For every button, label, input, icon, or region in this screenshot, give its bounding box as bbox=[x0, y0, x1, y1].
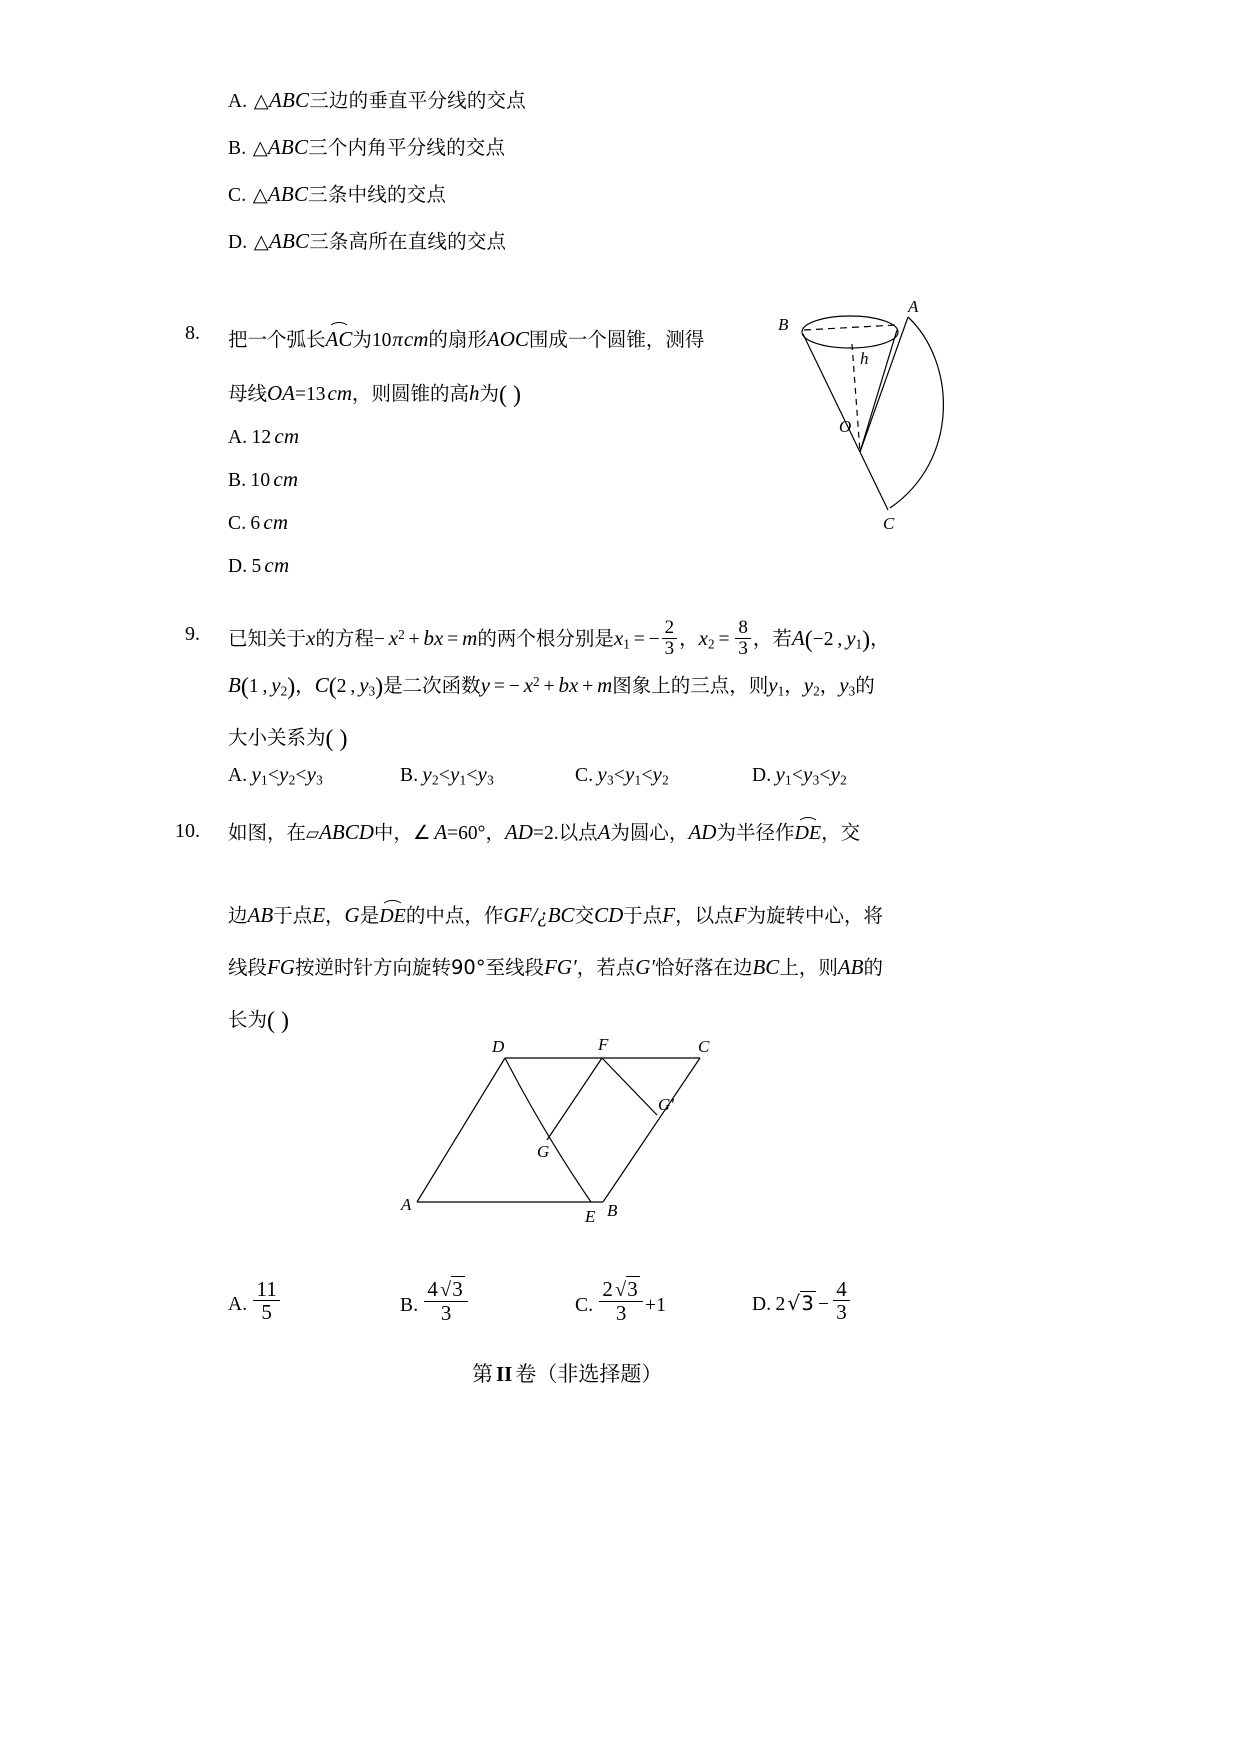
q9-option-b-expr: $y_2<y_1<y_3$ bbox=[422, 762, 494, 788]
q8-eq: = bbox=[295, 384, 307, 405]
q9-answer-paren: ( ) bbox=[325, 725, 348, 752]
q8-label-O: O bbox=[839, 417, 852, 436]
q10-option-c-plus: +1 bbox=[645, 1295, 667, 1317]
q7-option-a-label: A. bbox=[228, 91, 248, 112]
q10-FG-prime: FG′ bbox=[544, 955, 577, 979]
q9-l3-text: 大小关系为 bbox=[228, 726, 326, 749]
q9-option-a[interactable] bbox=[228, 762, 323, 788]
q8-number: 8. bbox=[185, 322, 200, 344]
q8-option-c-unit: cm bbox=[263, 510, 289, 534]
q9-var-x: x bbox=[306, 626, 316, 651]
q10-option-d-num: 4 bbox=[836, 1277, 847, 1301]
sqrt-icon: √3 bbox=[440, 1277, 463, 1301]
q9-f2-den: 3 bbox=[735, 638, 751, 659]
q10-BC: BC bbox=[547, 903, 575, 927]
q9-y3: $y_3$ bbox=[839, 673, 856, 699]
q10-number: 10. bbox=[175, 820, 200, 842]
q10-option-d-coef: 2 bbox=[775, 1294, 786, 1316]
q8-answer-paren: ( ) bbox=[499, 381, 522, 408]
q10-point-G-prime: G′ bbox=[635, 955, 655, 979]
section-2-paren: （非选择题） bbox=[536, 1362, 663, 1386]
q10-l3-e: 上，则 bbox=[779, 956, 838, 979]
q9-option-a-expr: $y_1<y_2<y_3$ bbox=[251, 762, 323, 788]
q8-option-b-label: B. bbox=[228, 470, 247, 491]
q10-label-F: F bbox=[598, 1035, 609, 1054]
q10-line-3 bbox=[228, 952, 883, 980]
q9-line-2: B(1 , $y_2$)，C(2 , $y_3$)是二次函数y = − $x^2$ + bx + m图象上的三点，则$y_1$，$y_2$，$y_3$的 bbox=[228, 673, 875, 700]
q7-option-b-italic: ABC bbox=[267, 135, 309, 159]
q8-arc-value: 10 bbox=[371, 330, 392, 351]
q10-center-A: A bbox=[597, 820, 611, 844]
q10-rot-center-F: F bbox=[733, 903, 747, 927]
q9-f2-num: 8 bbox=[738, 617, 748, 638]
q9-option-d-expr: $y_1<y_3<y_2$ bbox=[775, 762, 847, 788]
q10-line-2 bbox=[228, 898, 883, 928]
q7-option-d[interactable] bbox=[228, 226, 506, 254]
q10-option-a[interactable] bbox=[228, 1278, 282, 1324]
q7-option-c[interactable] bbox=[228, 179, 446, 207]
q9-x2: $x_2$ = bbox=[698, 626, 734, 652]
q10-option-d-radicand: 3 bbox=[801, 1292, 814, 1316]
q9-option-a-label: A. bbox=[228, 765, 248, 786]
q10-label-G-prime: G′ bbox=[658, 1095, 674, 1114]
section-2-mid: 卷 bbox=[515, 1362, 537, 1386]
q8-option-d[interactable] bbox=[228, 553, 289, 578]
q9-l1-b: 的方程 bbox=[315, 627, 374, 651]
q8-label-A: A bbox=[908, 297, 919, 316]
q10-l2-h: ，以点 bbox=[675, 904, 734, 927]
triangle-icon: △ bbox=[252, 138, 268, 159]
q8-option-b-value: 10 bbox=[250, 470, 271, 491]
q10-l2-f: 交 bbox=[574, 904, 595, 927]
q10-l1-f: ，交 bbox=[821, 821, 861, 844]
q7-option-a-text: 三边的垂直平分线的交点 bbox=[309, 89, 526, 112]
q8-OA-value: 13 bbox=[306, 384, 326, 405]
q10-GF-parallel: GF/¿ bbox=[503, 903, 548, 927]
q9-l1-comma: ， bbox=[870, 627, 890, 651]
triangle-icon: △ bbox=[253, 232, 269, 253]
q8-option-d-unit: cm bbox=[264, 553, 290, 577]
q10-option-b-fraction bbox=[424, 1278, 468, 1324]
q10-l2-b: 于点 bbox=[273, 904, 313, 927]
q8-option-b-unit: cm bbox=[273, 467, 299, 491]
q8-line-1 bbox=[228, 320, 704, 352]
q10-option-b-label: B. bbox=[400, 1295, 419, 1317]
q10-option-c-coef: 2 bbox=[602, 1277, 614, 1301]
q10-option-c-num bbox=[599, 1278, 643, 1301]
arc-DE-label-2: DE bbox=[379, 905, 406, 927]
q10-CD: CD bbox=[594, 903, 624, 927]
q9-f1-den: 3 bbox=[662, 638, 678, 659]
q8-label-h: h bbox=[860, 349, 869, 368]
q8-OA: OA bbox=[267, 381, 296, 405]
q8-label-C: C bbox=[883, 514, 895, 533]
q10-l2-d: 是 bbox=[359, 904, 380, 927]
q10-l3-c: ，若点 bbox=[576, 956, 636, 979]
q10-option-a-num: 11 bbox=[256, 1277, 278, 1301]
q9-option-c-expr: $y_3<y_1<y_2$ bbox=[597, 762, 669, 788]
q10-option-d-label: D. bbox=[752, 1294, 772, 1316]
q8-option-d-label: D. bbox=[228, 556, 248, 577]
q10-parallelogram-figure bbox=[395, 1030, 735, 1240]
q10-label-A: A bbox=[401, 1195, 412, 1214]
q10-label-C: C bbox=[698, 1037, 710, 1056]
q8-sector-label: AOC bbox=[486, 327, 529, 351]
q10-l2-a: 边 bbox=[228, 904, 248, 927]
q7-option-d-italic: ABC bbox=[268, 229, 310, 253]
q9-line-3 bbox=[228, 722, 348, 753]
section-2-prefix: 第 bbox=[472, 1362, 493, 1386]
q8-option-c[interactable] bbox=[228, 510, 288, 535]
q10-answer-paren: ( ) bbox=[267, 1007, 289, 1034]
q8-option-c-value: 6 bbox=[250, 513, 261, 534]
q9-function: y = − $x^2$ + bx + m bbox=[480, 673, 613, 697]
q9-point-B: B(1 , $y_2$) bbox=[228, 673, 296, 700]
q8-option-c-label: C. bbox=[228, 513, 247, 534]
arc-DE-label: DE bbox=[794, 822, 822, 844]
q8-l2-c: 为 bbox=[479, 382, 500, 405]
q7-option-b-label: B. bbox=[228, 138, 247, 159]
q10-side-BC: BC bbox=[752, 955, 780, 979]
q7-option-a-italic: ABC bbox=[268, 88, 310, 112]
q10-l4-text: 长为 bbox=[228, 1008, 268, 1031]
sqrt-icon: √3 bbox=[787, 1291, 814, 1316]
triangle-icon: △ bbox=[253, 91, 269, 112]
q10-AD: AD bbox=[504, 820, 533, 844]
q9-option-c-label: C. bbox=[575, 765, 594, 786]
q8-option-a[interactable] bbox=[228, 424, 299, 449]
q10-option-b-radicand: 3 bbox=[452, 1277, 463, 1301]
q7-option-d-text: 三条高所在直线的交点 bbox=[309, 230, 507, 253]
q10-option-b-coef: 4 bbox=[427, 1277, 439, 1301]
q9-f1-num: 2 bbox=[664, 617, 675, 638]
q8-unit: cm bbox=[403, 327, 429, 351]
q9-l2-a: 是二次函数 bbox=[383, 674, 481, 697]
q10-AB: AB bbox=[247, 903, 274, 927]
q8-label-B: B bbox=[778, 315, 789, 334]
q10-l1-e: 为半径作 bbox=[716, 821, 795, 844]
q8-option-a-unit: cm bbox=[274, 424, 300, 448]
q10-l2-c: ， bbox=[325, 904, 345, 927]
q10-l2-g: 于点 bbox=[623, 904, 663, 927]
q10-option-d[interactable] bbox=[752, 1278, 852, 1324]
arc-AC-notation bbox=[326, 320, 353, 352]
q8-line-2 bbox=[228, 378, 521, 409]
q10-line-4 bbox=[228, 1004, 289, 1035]
q10-option-d-minus: − bbox=[817, 1294, 830, 1316]
arc-DE-notation bbox=[794, 815, 821, 845]
q10-AD-value: =2. bbox=[532, 823, 559, 844]
q8-text-a: 把一个弧长 bbox=[228, 328, 326, 351]
q9-l1-d: ，若 bbox=[752, 627, 792, 651]
q7-option-c-text: 三条中线的交点 bbox=[308, 183, 447, 206]
q7-option-c-label: C. bbox=[228, 185, 247, 206]
q10-ABCD: ABCD bbox=[319, 820, 374, 844]
q10-FG: FG bbox=[267, 955, 296, 979]
section-2-heading bbox=[472, 1358, 662, 1388]
q9-point-A: A(−2 , $y_1$) bbox=[791, 626, 871, 654]
q7-option-b-text: 三个内角平分线的交点 bbox=[308, 136, 506, 159]
q10-angle-A: A bbox=[434, 820, 448, 844]
q10-l1-c: 以点 bbox=[558, 821, 598, 844]
q10-l3-b: 按逆时针方向旋转90°至线段 bbox=[295, 956, 545, 979]
q10-point-E: E bbox=[312, 903, 326, 927]
q9-option-b-label: B. bbox=[400, 765, 419, 786]
q10-l1-d: 为圆心， bbox=[610, 821, 689, 844]
q8-cone-figure bbox=[760, 292, 960, 542]
q8-text-d: 围成一个圆锥，测得 bbox=[528, 328, 705, 351]
q8-l2-unit: cm bbox=[327, 381, 353, 405]
q10-label-B: B bbox=[607, 1201, 618, 1220]
q10-option-b-den: 3 bbox=[424, 1301, 468, 1324]
q10-label-G: G bbox=[537, 1142, 550, 1161]
q8-option-b[interactable] bbox=[228, 467, 298, 492]
q10-option-b-num bbox=[424, 1278, 468, 1301]
q10-option-b[interactable] bbox=[400, 1278, 470, 1324]
q10-option-d-den: 3 bbox=[833, 1300, 850, 1323]
q10-option-c-label: C. bbox=[575, 1295, 594, 1317]
sqrt-icon: √3 bbox=[615, 1277, 638, 1301]
q9-number: 9. bbox=[185, 623, 200, 645]
q10-l3-f: 的 bbox=[863, 956, 884, 979]
q7-option-b[interactable] bbox=[228, 132, 505, 160]
q10-l1-a: 如图，在 bbox=[228, 821, 307, 844]
parallelogram-icon: ▱ bbox=[306, 824, 320, 843]
q8-text-b: 为 bbox=[352, 328, 372, 351]
q9-option-c[interactable] bbox=[575, 762, 669, 788]
q10-option-c-den: 3 bbox=[599, 1301, 643, 1324]
q9-equation: − $x^2$ + bx = m bbox=[373, 626, 478, 651]
q10-option-c-radicand: 3 bbox=[627, 1277, 638, 1301]
q9-line-1: 已知关于x的方程− $x^2$ + bx = m的两个根分别是$x_1$ = − $\frac{2}{3}$ ，$x_2$ = $\frac{8}{3}$ ，若A(−2 , $y_1$)， bbox=[228, 617, 890, 660]
q10-l3-a: 线段 bbox=[228, 956, 268, 979]
q7-option-d-label: D. bbox=[228, 232, 248, 253]
q10-option-a-den: 5 bbox=[253, 1300, 280, 1323]
arc-DE-notation-2 bbox=[379, 898, 406, 928]
q8-h-symbol: h bbox=[469, 381, 480, 405]
q9-option-b[interactable] bbox=[400, 762, 494, 788]
q9-l2-b: 图象上的三点，则 bbox=[612, 674, 769, 697]
q10-l1-b: 中， bbox=[373, 821, 413, 844]
q9-fraction-8-3 bbox=[735, 618, 751, 659]
q9-l2-c: 的 bbox=[855, 674, 875, 697]
q8-option-a-label: A. bbox=[228, 427, 248, 448]
q9-fraction-2-3 bbox=[662, 618, 678, 659]
q10-option-a-fraction bbox=[253, 1278, 280, 1324]
q10-option-a-label: A. bbox=[228, 1294, 248, 1316]
q10-radius-AD: AD bbox=[688, 820, 717, 844]
q10-label-E: E bbox=[585, 1207, 596, 1226]
q10-side-AB: AB bbox=[837, 955, 864, 979]
q8-pi: π bbox=[392, 327, 403, 351]
q7-option-a[interactable] bbox=[228, 85, 526, 113]
q9-option-d[interactable] bbox=[752, 762, 847, 788]
angle-icon: ∠ bbox=[412, 823, 431, 844]
q10-point-F: F bbox=[662, 903, 676, 927]
section-2-roman: II bbox=[496, 1362, 513, 1386]
q8-text-c: 的扇形 bbox=[428, 328, 487, 351]
q9-l1-c: 的两个根分别是 bbox=[477, 627, 614, 651]
q7-option-c-italic: ABC bbox=[267, 182, 309, 206]
q8-l2-b: ，则圆锥的高 bbox=[352, 382, 470, 405]
q8-l2-a: 母线 bbox=[228, 382, 268, 405]
q9-y2: $y_2$ bbox=[803, 673, 820, 699]
triangle-icon: △ bbox=[252, 185, 268, 206]
q9-x1: $x_1$ = − bbox=[613, 626, 660, 652]
q10-l2-i: 为旋转中心，将 bbox=[746, 904, 883, 927]
q9-l1-a: 已知关于 bbox=[228, 627, 307, 651]
q10-label-D: D bbox=[492, 1037, 505, 1056]
q8-option-d-value: 5 bbox=[251, 556, 262, 577]
q10-line-1 bbox=[228, 815, 860, 845]
q10-option-d-fraction bbox=[833, 1278, 850, 1324]
q10-option-c-fraction bbox=[599, 1278, 643, 1324]
q9-option-d-label: D. bbox=[752, 765, 772, 786]
q10-point-G: G bbox=[344, 903, 360, 927]
q10-angle-value: =60°， bbox=[447, 823, 505, 844]
q10-l2-e: 的中点，作 bbox=[405, 904, 504, 927]
q9-y1: $y_1$ bbox=[768, 673, 785, 699]
q9-point-C: C(2 , $y_3$) bbox=[314, 673, 384, 700]
q10-option-c[interactable] bbox=[575, 1278, 666, 1324]
arc-AC-label: AC bbox=[325, 327, 353, 351]
q10-l3-d: 恰好落在边 bbox=[654, 956, 753, 979]
q8-option-a-value: 12 bbox=[251, 427, 272, 448]
